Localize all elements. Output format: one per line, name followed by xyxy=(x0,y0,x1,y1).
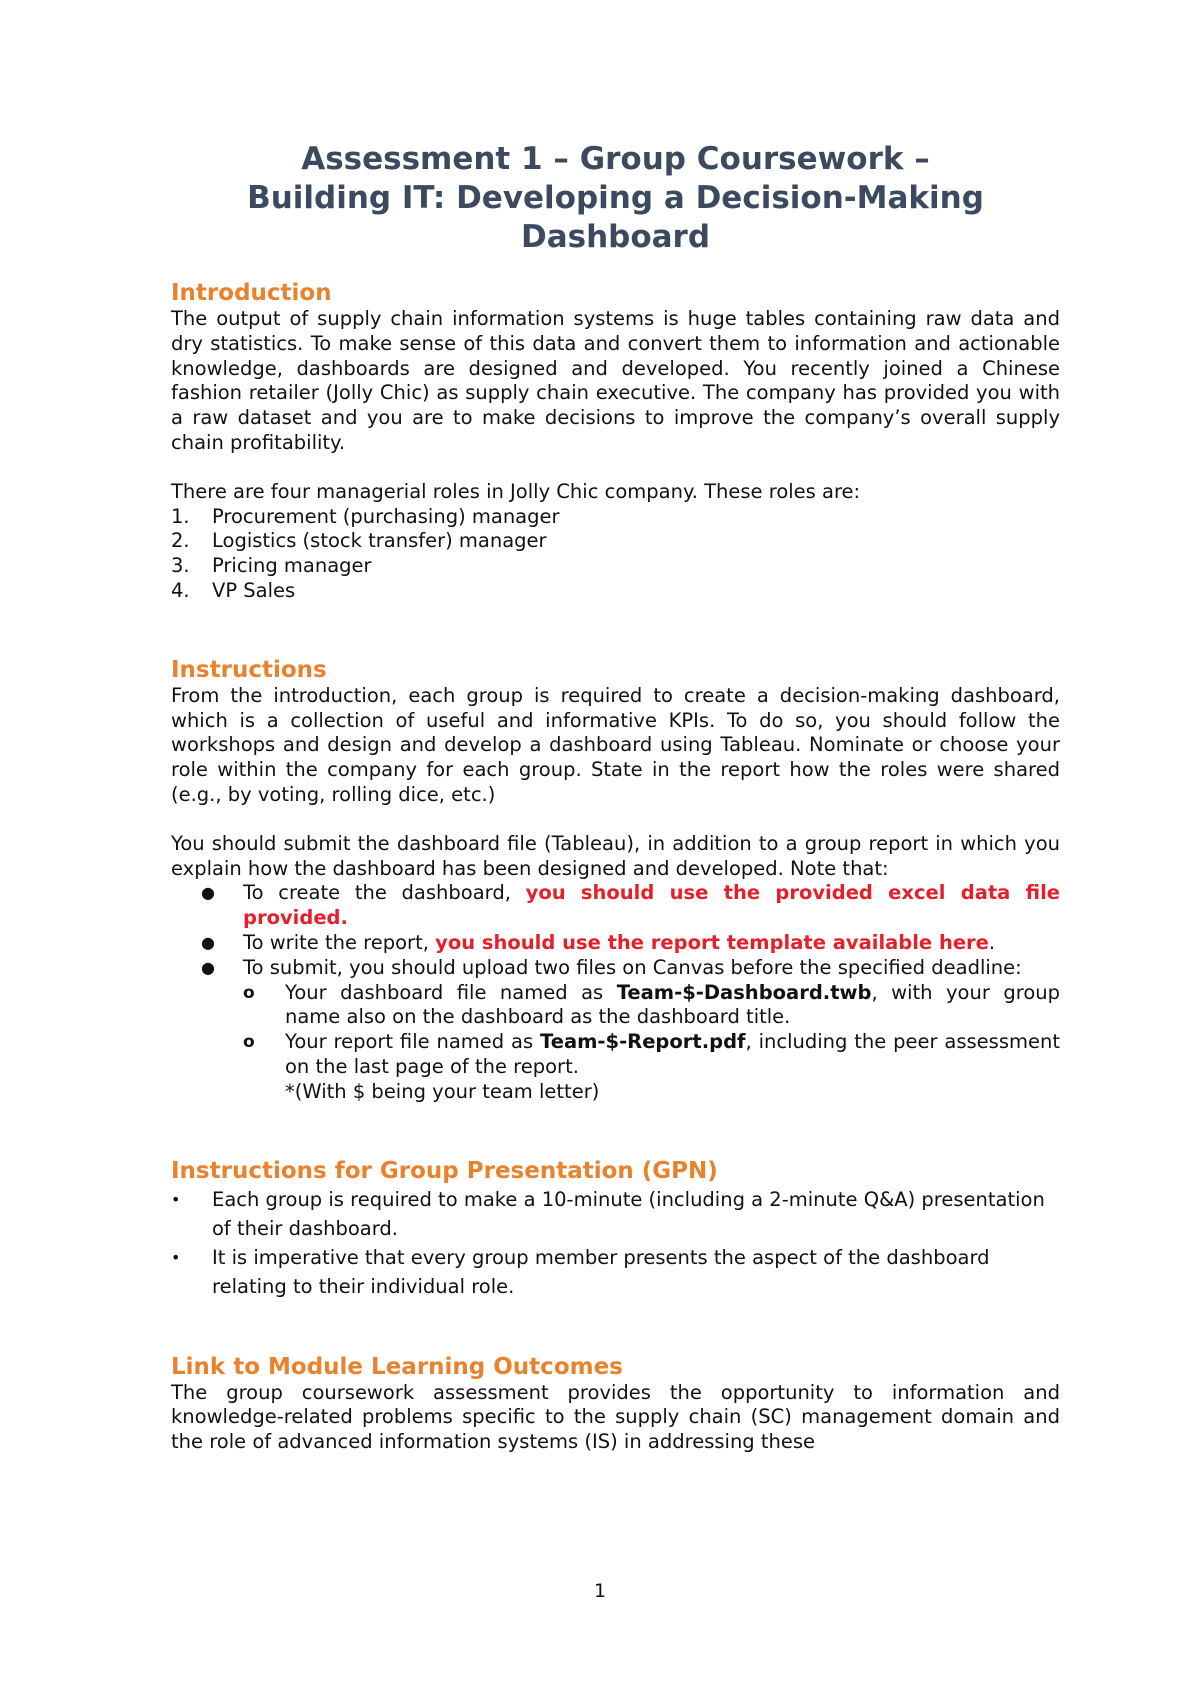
document-content xyxy=(171,140,1060,1455)
sub-list xyxy=(243,981,1060,1105)
spacer xyxy=(171,1301,1060,1353)
list-item xyxy=(171,554,1060,579)
title-line-2: Building IT: Developing a Decision-Making xyxy=(247,180,984,216)
gpn-item-text: Each group is required to make a 10-minute (including a 2-minute Q&A) presentation of their dashboard. xyxy=(212,1187,1045,1240)
bullet-icon: ● xyxy=(201,932,215,952)
list-item xyxy=(171,956,1060,981)
bullet-icon: • xyxy=(171,1189,181,1209)
submission-bullets xyxy=(171,881,1060,980)
spacer xyxy=(171,456,1060,480)
sub-bullet-plain: , with your group name also on the dashboard as the dashboard title. xyxy=(285,980,1060,1029)
role-label: VP Sales xyxy=(212,578,296,602)
spacer xyxy=(171,808,1060,832)
title-line-1: Assessment 1 – Group Coursework – xyxy=(301,141,930,177)
introduction-paragraph: The output of supply chain information systems is huge tables containing raw data and dry statistics. To make sense of this data and convert them to information and actionable knowledge, dashboards are designed and developed. You recently joined a Chinese fashion retailer (Jolly Chic) as supply chain executive. The company has provided you with a raw dataset and you are to make decisions to improve the company’s overall supply chain profitability. xyxy=(171,307,1060,454)
bullet-text-plain: . xyxy=(988,930,996,954)
report-template-link[interactable]: you should use the report template available here xyxy=(435,930,989,954)
gpn-bullets xyxy=(171,1185,1060,1301)
instructions-paragraph-2: You should submit the dashboard file (Tableau), in addition to a group report in which you explain how the dashboard has been designed and developed. Note that: xyxy=(171,831,1060,880)
list-item xyxy=(171,1185,1060,1243)
spacer xyxy=(171,1105,1060,1157)
gpn-item-text: It is imperative that every group member presents the aspect of the dashboard relating to their individual role. xyxy=(212,1245,990,1298)
bullet-icon: ● xyxy=(201,883,215,903)
sub-bullet-plain: Your report file named as xyxy=(285,1030,541,1054)
sub-bullet-plain: , including the peer assessment on the last page of the report. xyxy=(285,1030,1060,1078)
emphasis-text: you should use the provided excel data file provided. xyxy=(243,881,1061,930)
sub-bullet-text xyxy=(285,981,1060,1031)
role-label: Logistics (stock transfer) manager xyxy=(212,529,547,553)
roles-list xyxy=(171,505,1060,604)
bullet-icon: • xyxy=(171,1247,181,1267)
sub-bullet-icon: o xyxy=(243,982,255,1003)
role-label: Procurement (purchasing) manager xyxy=(212,504,560,528)
role-label: Pricing manager xyxy=(212,554,372,578)
outcomes-paragraph: The group coursework assessment provides the opportunity to information and knowledge-related problems specific to the supply chain (SC) management domain and the role of advanced information systems (IS) in addressing these xyxy=(171,1380,1060,1454)
bullet-text xyxy=(243,881,1060,931)
instructions-heading: Instructions xyxy=(171,656,327,683)
list-number: 3. xyxy=(171,554,190,578)
list-item xyxy=(171,881,1060,931)
gpn-heading: Instructions for Group Presentation (GPN) xyxy=(171,1157,718,1184)
sub-list-item xyxy=(243,981,1060,1031)
bullet-text xyxy=(243,956,1060,981)
spacer xyxy=(171,604,1060,656)
list-number: 1. xyxy=(171,504,190,528)
bullet-text xyxy=(243,931,1060,956)
list-item xyxy=(171,579,1060,604)
sub-bullet-plain: Your dashboard file named as xyxy=(285,980,617,1004)
bullet-icon: ● xyxy=(201,957,215,977)
document-title xyxy=(171,140,1060,257)
bullet-text-plain: To submit, you should upload two files on Canvas before the specified deadline: xyxy=(243,955,1022,979)
list-number: 2. xyxy=(171,529,190,553)
filename-report: Team-$-Report.pdf xyxy=(540,1030,746,1054)
instructions-paragraph-1: From the introduction, each group is required to create a decision-making dashboard, which is a collection of useful and informative KPIs. To do so, you should follow the workshops and design and develop a dashboard using Tableau. Nominate or choose your role within the company for each group. State in the report how the roles were shared (e.g., by voting, rolling dice, etc.) xyxy=(171,683,1060,806)
list-item xyxy=(171,505,1060,530)
bullet-text-plain: To write the report, xyxy=(243,930,436,954)
sub-list-item xyxy=(243,1030,1060,1080)
introduction-heading: Introduction xyxy=(171,280,332,306)
bullet-text-plain: To create the dashboard, xyxy=(243,881,526,905)
list-number: 4. xyxy=(171,578,190,602)
list-item xyxy=(171,1243,1060,1301)
list-item xyxy=(171,529,1060,554)
sub-bullet-icon: o xyxy=(243,1032,255,1053)
sub-list-item xyxy=(243,1080,1060,1105)
roles-intro: There are four managerial roles in Jolly Chic company. These roles are: xyxy=(171,479,861,503)
outcomes-heading: Link to Module Learning Outcomes xyxy=(171,1353,623,1380)
sub-bullet-text xyxy=(285,1030,1060,1080)
filename-dashboard: Team-$-Dashboard.twb xyxy=(616,980,872,1004)
list-item xyxy=(171,931,1060,956)
list-item xyxy=(171,981,1060,1105)
team-letter-note: *(With $ being your team letter) xyxy=(285,1079,600,1103)
submission-sub-bullets xyxy=(171,981,1060,1105)
page-number: 1 xyxy=(593,1580,607,1602)
title-line-3: Dashboard xyxy=(520,219,711,255)
